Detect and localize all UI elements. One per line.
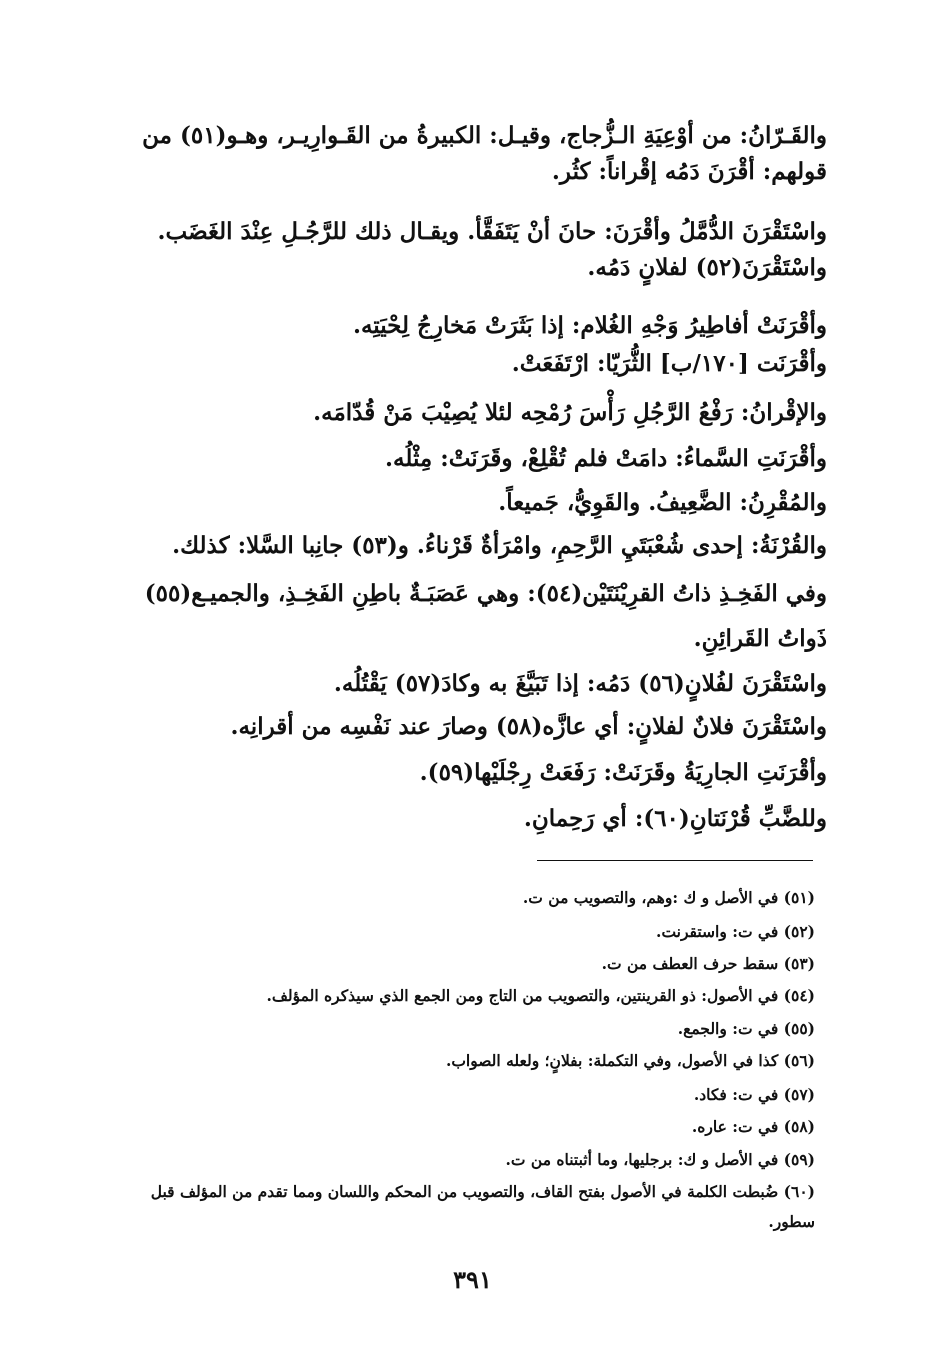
page-number: ٣٩١ <box>453 1265 492 1294</box>
main-line: وللضَّبِّ قُرْنَتانِ(٦٠): أي رَحِمانِ. <box>523 805 827 832</box>
main-line: قولهم: أقْرَنَ دَمُه إقْراناً: كثُر. <box>551 158 827 185</box>
main-line: وفي الفَخِـذِ ذاتُ القرِيْنَتَيْن(٥٤): وهي عَصَبَـةٌ باطِنِ الفَخِـذِ، والجميـع(٥٥) <box>144 580 827 607</box>
main-line: والقَـرّانُ: من أوْعِيَةِ الـزُّجاج، وقيـل: الكبيرةُ من القَـوارِيـر، وهـو(٥١) من <box>142 122 827 149</box>
main-line: واسْتَقْرَنَ الدُّمَّلُ وأقْرَنَ: حانَ أنْ يَتَفَقَّأ. ويقـال ذلك للرَّجُـلِ عِنْدَ الغَضَب. <box>157 218 827 245</box>
main-line: واسْتَقْرَنَ لفُلانٍ(٥٦) دَمُه: إذا تَبَيَّغَ به وكادَ(٥٧) يَقْتُلُه. <box>333 670 827 697</box>
footnote: (٥٨) في ت: عاره. <box>691 1117 815 1136</box>
main-line: وأقْرَنَت [١٧٠/ب] الثُّرَيّا: ارْتَفَعَتْ. <box>511 350 827 377</box>
main-line: واسْتَقْرَنَ(٥٢) لفلانٍ دَمُه. <box>587 254 827 281</box>
main-line: وأقْرَنَتِ الجارِيَةُ وقَرَنَتْ: رَفَعَتْ رِجْلَيْها(٥٩). <box>419 759 827 786</box>
footnote: (٥٢) في ت: واستقرنت. <box>656 922 815 941</box>
footnote: (٥٦) كذا في الأصول، وفي التكملة: بفلانٍ؛ ولعله الصواب. <box>445 1051 815 1070</box>
footnote: (٥٣) سقط حرف العطف من ت. <box>601 954 815 973</box>
main-line: وأقْرَنَتِ السَّماءُ: دامَتْ فلم تُقْلِعْ، وقَرَنَتْ: مِثْلُه. <box>385 445 827 472</box>
main-line: والقُرْنَةُ: إحدى شُعْبَتَيِ الرَّحِمِ، وامْرَأةٌ قَرْناءُ. و(٥٣) جانِبا السَّلا: كذلك. <box>172 532 827 559</box>
main-line: واسْتَقْرَنَ فلانٌ لفلانٍ: أي عازَّه(٥٨) وصارَ عند نَفْسِه من أقرانِه. <box>230 713 827 740</box>
footnote: (٥٥) في ت: والجمع. <box>677 1019 815 1038</box>
main-line: ذَواتُ القَرائِنِ. <box>693 625 827 652</box>
main-line: وأقْرَنَتْ أفاطِيرُ وَجْهِ الغُلام: إذا بَثَرَتْ مَخارِجُ لِحْيَتِه. <box>352 312 827 339</box>
footnote: (٥٤) في الأصول: ذو القرينتين، والتصويب من التاج ومن الجمع الذي سيذكره المؤلف. <box>266 986 815 1005</box>
main-line: والمُقْرِنُ: الضَّعِيفُ. والقَوِيُّ، جَميعاً. <box>498 489 827 516</box>
footnote: (٥٩) في الأصل و ك: برجليها، وما أثبتناه من ت. <box>505 1150 815 1169</box>
footnote: (٥٧) في ت: فكاد. <box>693 1085 815 1104</box>
footnote-divider <box>537 860 813 861</box>
footnote: (٦٠) ضُبطت الكلمة في الأصول بفتح القاف، والتصويب من المحكم واللسان ومما تقدم من المؤلف قبل سطور. <box>150 1182 815 1231</box>
footnote: (٥١) في الأصل و ك :وهم، والتصويب من ت. <box>522 888 815 907</box>
main-line: والإقْرانُ: رَفْعُ الرَّجُلِ رَأْسَ رُمْحِه لئلا يُصِيْبَ مَنْ قُدّامَه. <box>313 399 827 426</box>
